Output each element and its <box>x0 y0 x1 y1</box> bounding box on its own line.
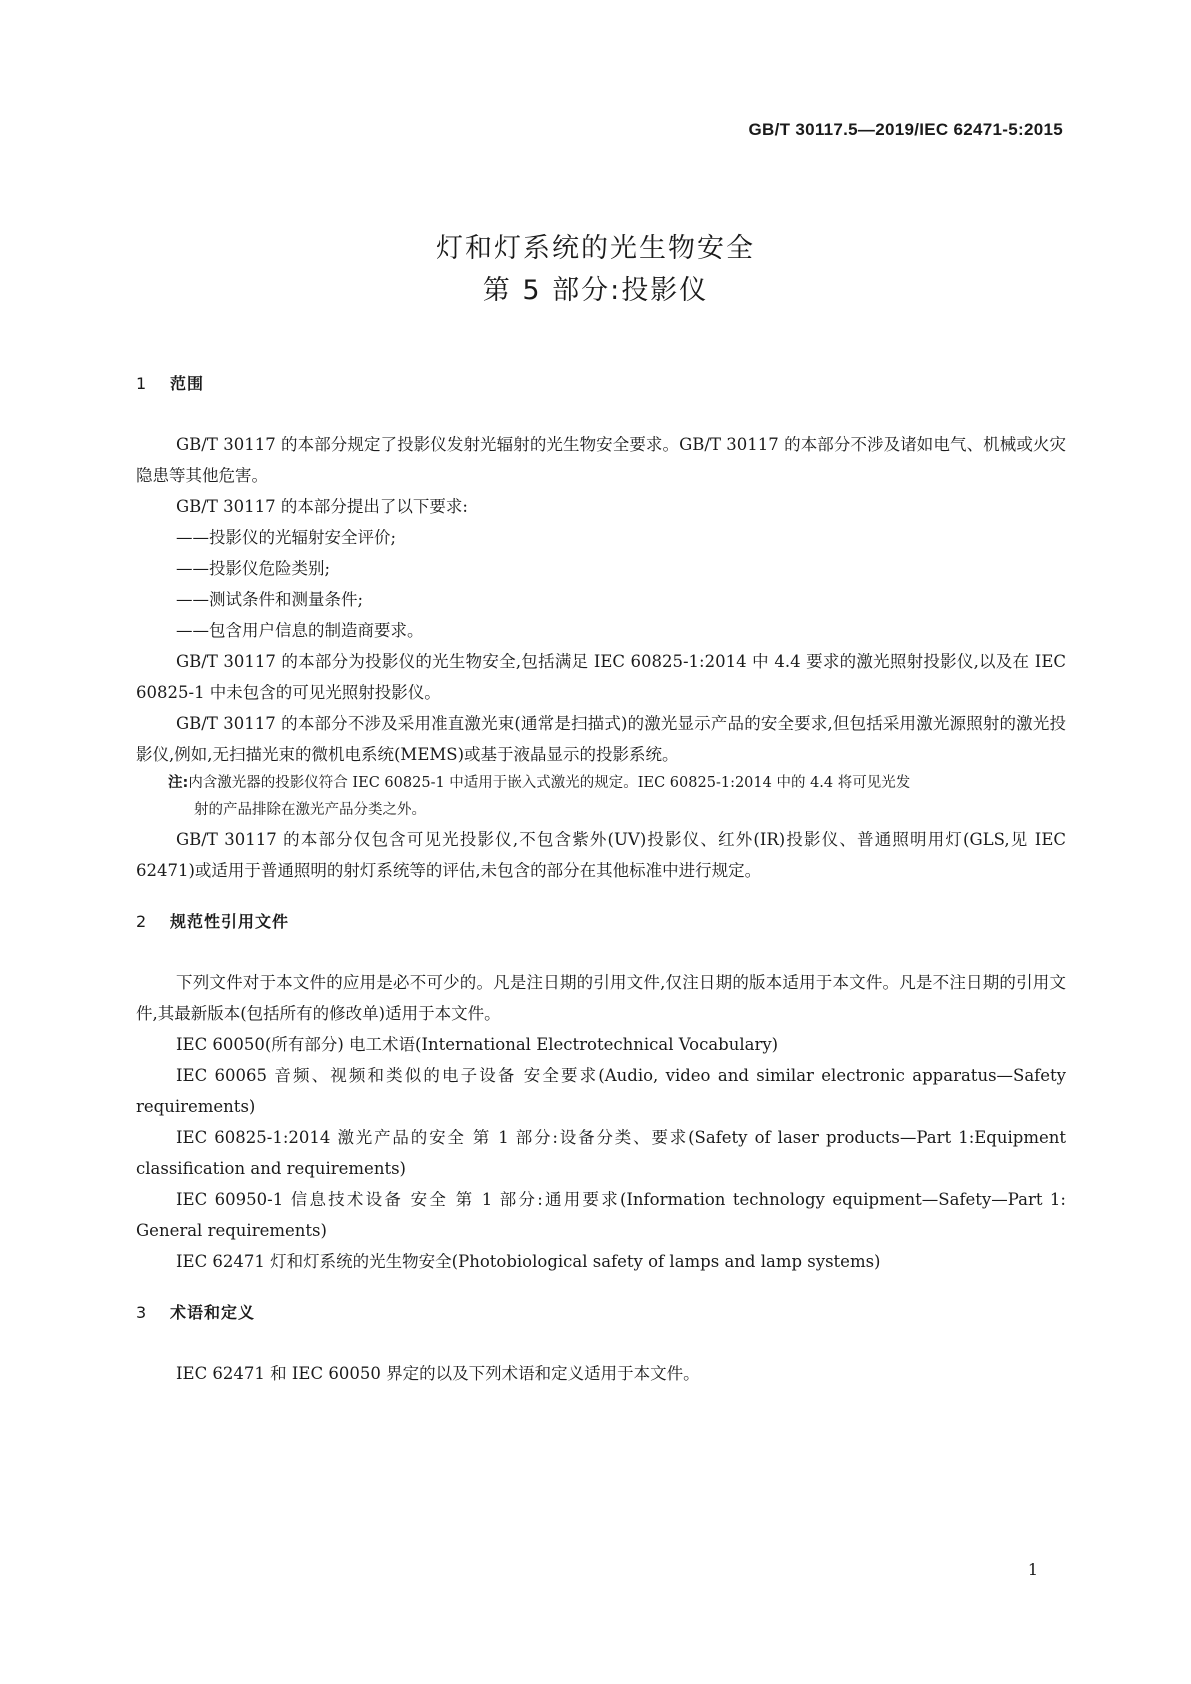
section-heading-scope <box>136 368 1066 399</box>
document-body <box>136 368 1066 1389</box>
list-item: ——包含用户信息的制造商要求。 <box>176 621 424 640</box>
paragraph: GB/T 30117 的本部分仅包含可见光投影仪,不包含紫外(UV)投影仪、红外(IR)投影仪、普通照明用灯(GLS,见 IEC 62471)或适用于普通照明的射灯系统等的评估,未包含的部分在其他标准中进行规定。 <box>136 830 1066 880</box>
title-line-2: 第 5 部分:投影仪 <box>482 275 709 306</box>
standard-number-header <box>748 120 1063 140</box>
note <box>136 770 1066 824</box>
standard-number: GB/T 30117.5—2019/IEC 62471-5:2015 <box>748 120 1063 139</box>
paragraph: 下列文件对于本文件的应用是必不可少的。凡是注日期的引用文件,仅注日期的版本适用于本文件。凡是不注日期的引用文件,其最新版本(包括所有的修改单)适用于本文件。 <box>136 973 1066 1023</box>
paragraph: IEC 62471 和 IEC 60050 界定的以及下列术语和定义适用于本文件。 <box>176 1364 700 1383</box>
section-title: 规范性引用文件 <box>170 912 290 931</box>
paragraph: GB/T 30117 的本部分为投影仪的光生物安全,包括满足 IEC 60825-1:2014 中 4.4 要求的激光照射投影仪,以及在 IEC 60825-1 中未包含的可见光照射投影仪。 <box>136 652 1066 702</box>
paragraph: GB/T 30117 的本部分规定了投影仪发射光辐射的光生物安全要求。GB/T 30117 的本部分不涉及诸如电气、机械或火灾隐患等其他危害。 <box>136 435 1066 485</box>
document-title <box>0 228 1191 312</box>
section-title: 范围 <box>170 374 205 393</box>
list-item: ——测试条件和测量条件; <box>176 590 364 609</box>
section-number: 2 <box>136 912 148 931</box>
paragraph: GB/T 30117 的本部分不涉及采用准直激光束(通常是扫描式)的激光显示产品的安全要求,但包括采用激光源照射的激光投影仪,例如,无扫描光束的微机电系统(MEMS)或基于液晶显示的投影系统。 <box>136 714 1066 764</box>
reference-item: IEC 60825-1:2014 激光产品的安全 第 1 部分:设备分类、要求(Safety of laser products—Part 1:Equipment classification and requirements) <box>136 1128 1066 1178</box>
list-item: ——投影仪危险类别; <box>176 559 331 578</box>
page-number: 1 <box>1027 1560 1038 1579</box>
note-label: 注: <box>168 775 189 791</box>
title-line-1: 灯和灯系统的光生物安全 <box>436 233 755 264</box>
reference-item: IEC 60050(所有部分) 电工术语(International Electrotechnical Vocabulary) <box>176 1035 779 1054</box>
paragraph: GB/T 30117 的本部分提出了以下要求: <box>176 497 468 516</box>
note-text-line-2: 射的产品排除在激光产品分类之外。 <box>194 802 426 818</box>
section-number: 3 <box>136 1303 148 1322</box>
note-text-line-1: 内含激光器的投影仪符合 IEC 60825-1 中适用于嵌入式激光的规定。IEC 60825-1:2014 中的 4.4 将可见光发 <box>188 775 911 791</box>
section-number: 1 <box>136 374 148 393</box>
section-heading-normative-references <box>136 906 1066 937</box>
list-item: ——投影仪的光辐射安全评价; <box>176 528 397 547</box>
reference-item: IEC 60950-1 信息技术设备 安全 第 1 部分:通用要求(Information technology equipment—Safety—Part 1: General requirements) <box>136 1190 1066 1240</box>
reference-item: IEC 62471 灯和灯系统的光生物安全(Photobiological safety of lamps and lamp systems) <box>176 1252 881 1271</box>
section-heading-terms-definitions <box>136 1297 1066 1328</box>
reference-item: IEC 60065 音频、视频和类似的电子设备 安全要求(Audio, video and similar electronic apparatus—Safety requirements) <box>136 1066 1066 1116</box>
section-title: 术语和定义 <box>170 1303 256 1322</box>
